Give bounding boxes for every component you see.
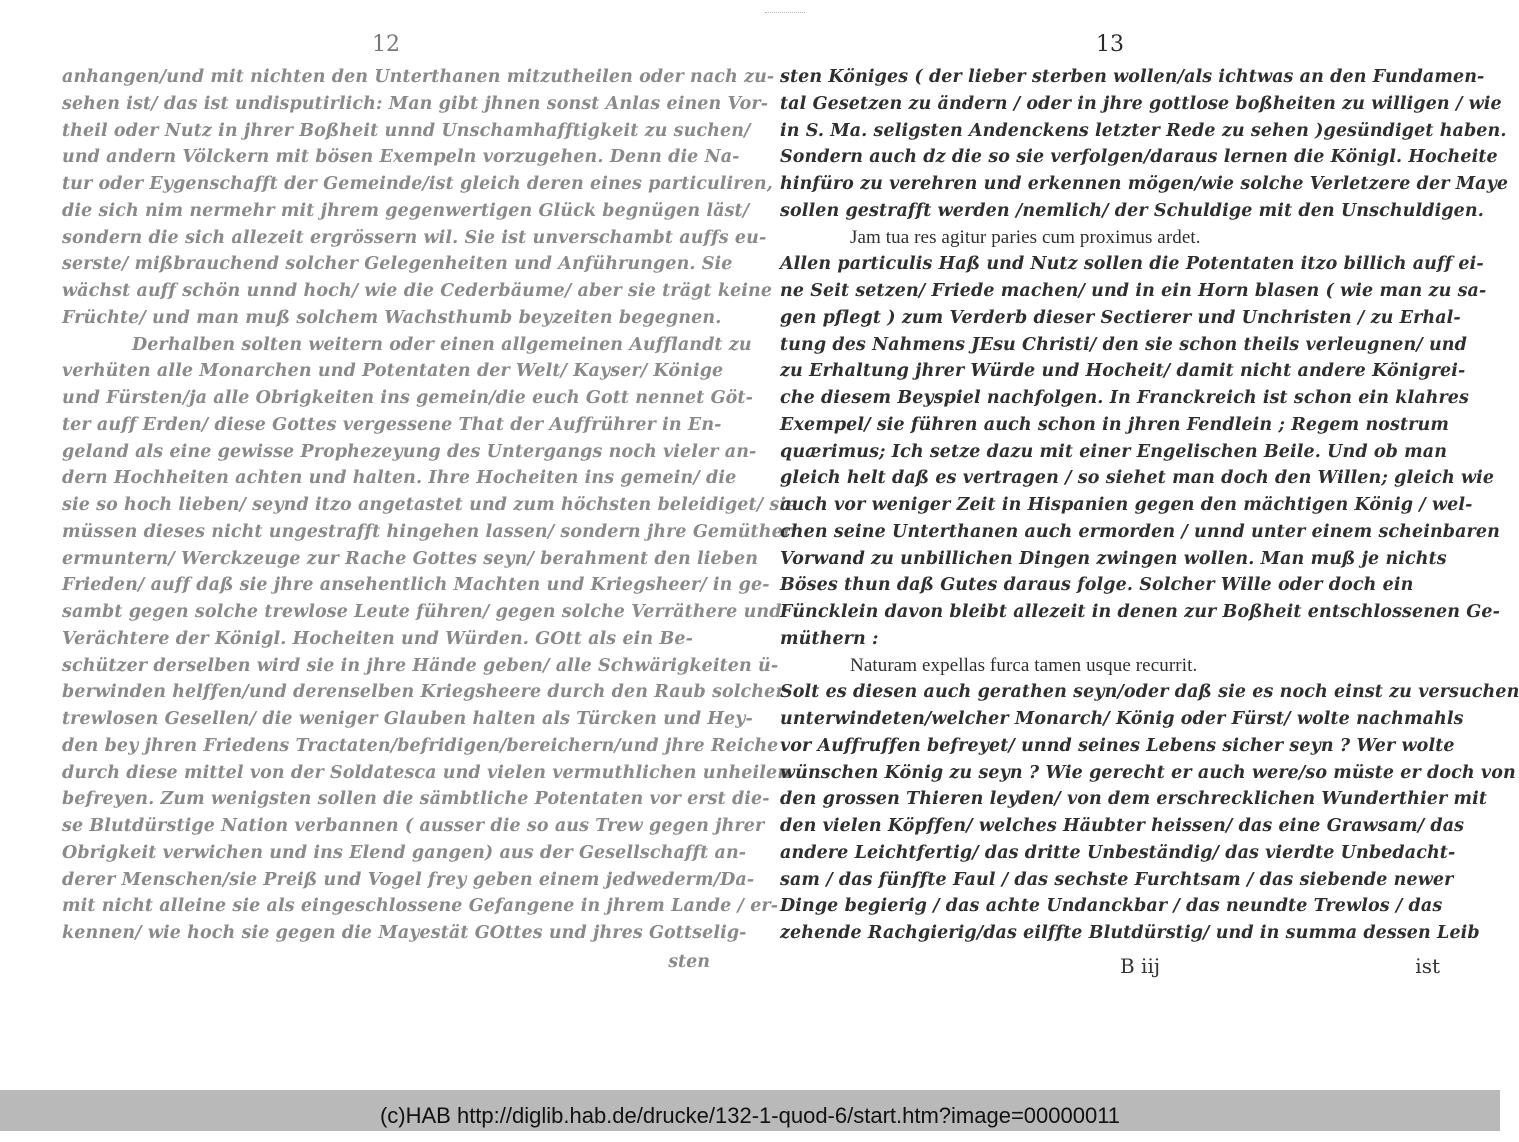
signature-mark: B iij bbox=[1120, 953, 1161, 978]
text-line: tung des Nahmens JEsu Christi/ den sie schon theils verleugnen/ und bbox=[780, 334, 1467, 355]
text-line: auch vor weniger Zeit in Hispanien gegen den mächtigen König / wel- bbox=[780, 495, 1473, 515]
text-line: Solt es diesen auch gerathen seyn/oder daß sie es noch einst zu versuchen bbox=[780, 682, 1519, 703]
right-catchword: ist bbox=[1415, 953, 1440, 978]
text-line: und andern Völckern mit bösen Exempeln vorzugehen. Denn die Na- bbox=[62, 147, 740, 168]
text-line: serste/ mißbrauchend solcher Gelegenheiten und Anführungen. Sie bbox=[62, 254, 733, 275]
text-line: sondern die sich allezeit ergrössern wil. Sie ist unverschambt auffs eu- bbox=[62, 227, 767, 248]
text-line: schützer derselben wird sie in jhre Hände geben/ alle Schwärigkeiten ü- bbox=[62, 655, 779, 676]
right-page-number: 13 bbox=[1096, 32, 1124, 57]
text-line: ter auff Erden/ diese Gottes vergessene That der Auffrührer in En- bbox=[62, 414, 722, 435]
text-line: che diesem Beyspiel nachfolgen. In Franckreich ist schon ein klahres bbox=[780, 388, 1469, 408]
text-line: sam / das fünffte Faul / das sechste Furchtsam / das siebende newer bbox=[780, 869, 1454, 890]
text-line: theil oder Nutz in jhrer Boßheit unnd Unschamhafftigkeit zu suchen/ bbox=[62, 120, 751, 141]
text-line: den vielen Köpffen/ welches Häubter heissen/ das eine Grawsam/ das bbox=[780, 816, 1465, 836]
text-line: wächst auff schön unnd hoch/ wie die Cederbäume/ aber sie trägt keine bbox=[62, 281, 773, 301]
copyright-url-text[interactable]: (c)HAB http://diglib.hab.de/drucke/132-1-quod-6/start.htm?image=00000011 bbox=[379, 1103, 1121, 1128]
text-line: andere Leichtfertig/ das dritte Unbeständig/ das vierdte Unbedacht- bbox=[780, 842, 1456, 863]
text-line: Früchte/ und man muß solchem Wachsthumb beyzeiten begegnen. bbox=[62, 307, 722, 328]
text-line: sehen ist/ das ist undisputirlich: Man gibt jhnen sonst Anlas einen Vor- bbox=[62, 93, 769, 114]
text-line: chen seine Unterthanen auch ermorden / unnd unter einem scheinbaren bbox=[780, 521, 1500, 542]
text-line: anhangen/und mit nichten den Unterthanen mitzutheilen oder nach zu- bbox=[62, 67, 775, 87]
text-line: den grossen Thieren leyden/ von dem erschrecklichen Wunderthier mit bbox=[780, 789, 1488, 810]
text-line: mit nicht alleine sie als eingeschlossene Gefangene in jhrem Lande / er- bbox=[62, 896, 779, 917]
text-line: und Fürsten/ja alle Obrigkeiten ins gemein/die euch Gott nennet Göt- bbox=[62, 388, 753, 408]
text-line: zu Erhaltung jhrer Würde und Hocheit/ damit nicht andere Königrei- bbox=[780, 361, 1466, 382]
text-line: tur oder Eygenschafft der Gemeinde/ist gleich deren eines particuliren, bbox=[62, 174, 773, 194]
left-text-block bbox=[62, 64, 798, 947]
right-page bbox=[780, 30, 1519, 1090]
text-line: Füncklein davon bleibt allezeit in denen zur Boßheit entschlossenen Ge- bbox=[780, 602, 1500, 622]
text-line: Dinge begierig / das achte Undanckbar / das neundte Trewlos / das bbox=[780, 896, 1443, 917]
text-line: trewlosen Gesellen/ die weniger Glauben halten als Türcken und Hey- bbox=[62, 709, 753, 729]
right-text-block bbox=[780, 64, 1519, 947]
text-line: die sich nim nermehr mit jhrem gegenwertigen Glück begnügen läst/ bbox=[62, 200, 750, 221]
text-line: in S. Ma. seligsten Andenckens letzter Rede zu sehen )gesündiget haben. bbox=[780, 120, 1507, 141]
text-line: Verächtere der Königl. Hocheiten und Würden. GOtt als ein Be- bbox=[62, 628, 693, 649]
text-line: wünschen König zu seyn ? Wie gerecht er auch were/so müste er doch von bbox=[780, 762, 1516, 783]
text-line: dern Hochheiten achten und halten. Ihre Hocheiten ins gemein/ die bbox=[62, 468, 737, 489]
text-line: Exempel/ sie führen auch schon in jhren Fendlein ; Regem nostrum bbox=[780, 414, 1449, 435]
text-line: sollen gestrafft werden /nemlich/ der Schuldige mit den Unschuldigen. bbox=[780, 200, 1484, 221]
text-line: vor Auffruffen befreyet/ unnd seines Lebens sicher seyn ? Wer wolte bbox=[780, 735, 1455, 756]
text-line: befreyen. Zum wenigsten sollen die sämbtliche Potentaten vor erst die- bbox=[62, 789, 770, 810]
text-line: tal Gesetzen zu ändern / oder in jhre gottlose boßheiten zu willigen / wie bbox=[780, 93, 1502, 114]
text-line: zehende Rachgierig/das eilffte Blutdürstig/ und in summa dessen Leib bbox=[780, 923, 1480, 943]
copyright-footer bbox=[0, 1090, 1500, 1131]
text-line: den bey jhren Friedens Tractaten/befridigen/bereichern/und jhre Reiche bbox=[62, 735, 779, 756]
text-line: unterwindeten/welcher Monarch/ König oder Fürst/ wolte nachmahls bbox=[780, 709, 1464, 729]
text-line: se Blutdürstige Nation verbannen ( ausser die so aus Trew gegen jhrer bbox=[62, 816, 765, 836]
text-line: Vorwand zu unbillichen Dingen zwingen wollen. Man muß je nichts bbox=[780, 548, 1447, 569]
text-line: derer Menschen/sie Preiß und Vogel frey geben einem jedwederm/Da- bbox=[62, 869, 755, 890]
text-line: durch diese mittel von der Soldatesca und vielen vermuthlichen unheilen bbox=[62, 762, 791, 783]
text-line: Jam tua res agitur paries cum proximus ardet. bbox=[850, 226, 1201, 248]
text-line: hinfüro zu verehren und erkennen mögen/wie solche Verletzere der Maye bbox=[780, 174, 1509, 194]
text-line: Allen particulis Haß und Nutz sollen die Potentaten itzo billich auff ei- bbox=[780, 254, 1484, 275]
left-page bbox=[62, 30, 798, 1090]
text-line: kennen/ wie hoch sie gegen die Mayestät GOttes und jhres Gottselig- bbox=[62, 923, 747, 943]
text-line: Naturam expellas furca tamen usque recurrit. bbox=[850, 654, 1198, 676]
text-line: ermuntern/ Werckzeuge zur Rache Gottes seyn/ berahment den lieben bbox=[62, 548, 759, 569]
text-line: verhüten alle Monarchen und Potentaten der Welt/ Kayser/ Könige bbox=[62, 361, 724, 382]
text-line: Sondern auch dz die so sie verfolgen/daraus lernen die Königl. Hocheite bbox=[780, 147, 1498, 168]
text-line: müssen dieses nicht ungestrafft hingehen lassen/ sondern jhre Gemüther bbox=[62, 521, 793, 542]
text-line: sambt gegen solche trewlose Leute führen/ gegen solche Verräthere und bbox=[62, 602, 782, 622]
text-line: geland als eine gewisse Prophezeyung des Untergangs noch vieler an- bbox=[62, 441, 757, 462]
text-line: berwinden helffen/und derenselben Kriegsheere durch den Raub solcher bbox=[62, 682, 785, 703]
text-line: Frieden/ auff daß sie jhre ansehentlich Machten und Kriegsheer/ in ge- bbox=[62, 575, 770, 596]
gutter-mark bbox=[765, 12, 805, 15]
text-line: Derhalben solten weitern oder einen allgemeinen Aufflandt zu bbox=[132, 334, 752, 355]
text-line: sie so hoch lieben/ seynd itzo angetastet und zum höchsten beleidiget/ sie bbox=[62, 495, 798, 515]
left-page-number: 12 bbox=[372, 32, 400, 57]
left-catchword: sten bbox=[668, 951, 710, 972]
text-line: Böses thun daß Gutes daraus folge. Solcher Wille oder doch ein bbox=[780, 575, 1414, 596]
text-line: gleich helt daß es vertragen / so siehet man doch den Willen; gleich wie bbox=[780, 468, 1495, 489]
text-line: müthern : bbox=[780, 628, 879, 649]
text-line: sten Königes ( der lieber sterben wollen/als ichtwas an den Fundamen- bbox=[780, 67, 1485, 87]
right-page-foot bbox=[780, 951, 1440, 981]
text-line: quærimus; Ich setze dazu mit einer Engelischen Beile. Und ob man bbox=[780, 441, 1448, 462]
text-line: Obrigkeit verwichen und ins Elend gangen) aus der Gesellschafft an- bbox=[62, 842, 747, 863]
text-line: gen pflegt ) zum Verderb dieser Sectierer und Unchristen / zu Erhal- bbox=[780, 307, 1461, 328]
text-line: ne Seit setzen/ Friede machen/ und in ein Horn blasen ( wie man zu sa- bbox=[780, 281, 1487, 301]
